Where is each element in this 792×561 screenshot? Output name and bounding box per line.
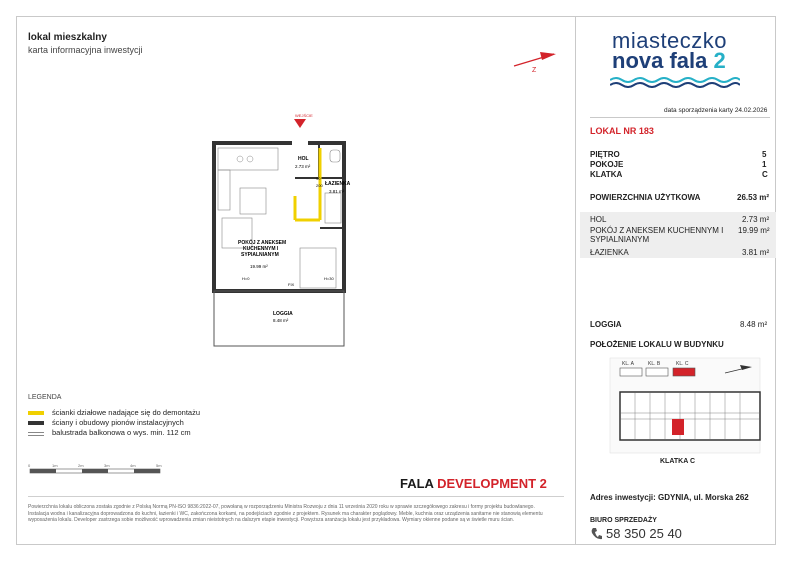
floor-plan bbox=[180, 108, 380, 353]
room-value-hol: 2.73 m² bbox=[742, 215, 770, 224]
sales-label: BIURO SPRZEDAŻY bbox=[590, 517, 657, 524]
svg-text:4m: 4m bbox=[130, 463, 136, 468]
plan-lazienka-label: ŁAZIENKA bbox=[325, 181, 351, 187]
plan-h0-label: H=0 bbox=[242, 276, 250, 281]
legend-item-walls bbox=[28, 418, 184, 427]
kl-c-label: KL. C bbox=[676, 361, 689, 367]
divider bbox=[590, 117, 770, 118]
plan-loggia-area: 8.48 m² bbox=[273, 318, 289, 323]
legend-swatch-balustrade bbox=[28, 432, 44, 436]
legend-swatch-dark bbox=[28, 421, 44, 425]
svg-text:5m: 5m bbox=[156, 463, 162, 468]
entrance-label: WEJŚCIE bbox=[295, 113, 313, 118]
area-label: POWIERZCHNIA UŻYTKOWA bbox=[590, 193, 701, 202]
plan-dim-200: 200 bbox=[316, 183, 323, 188]
loggia-label: LOGGIA bbox=[590, 320, 622, 329]
entrance-arrow-icon bbox=[294, 119, 306, 128]
plan-loggia-label: LOGGIA bbox=[273, 311, 293, 317]
plan-hol-label: HOL bbox=[298, 156, 309, 162]
plan-h30-label: H=30 bbox=[324, 276, 334, 281]
logo-line1: miasteczko bbox=[612, 28, 728, 53]
plan-pokoj-area: 19.99 m² bbox=[250, 264, 268, 269]
lokal-title: LOKAL NR 183 bbox=[590, 126, 654, 136]
disclaimer: Powierzchnia lokalu obliczona została zgodnie z Polską Normą PN-ISO 9836:2022-07, powołaną w rozporządzeniu Ministra Rozwoju z dnia 11 września 2020 roku w sprawie szczegółowego zakresu i formy projektu budowlanego. Instalacja wodna i kanalizacyjna doprowadzona do kuchni, łazienki i WC, zakończona korkami, na podejściach zgodnie z projektem. Rysunek ma charakter poglądowy. Meble, kuchnia oraz urządzenia sanitarne nie stanowią elementu wyposażenia lokalu. Developer zastrzega sobie możliwość wprowadzenia zmian nieistotnych na dalszym etapie inwestycji. Powyższa aranżacja lokalu jest przykładowa. Wymiary okienne podane są w świetle muru ścian. bbox=[28, 504, 543, 523]
info-key-floor: PIĘTRO bbox=[590, 150, 620, 159]
room-name-hol: HOL bbox=[590, 215, 607, 224]
building-location-plan bbox=[600, 355, 770, 455]
plan-pokoj-label3: SYPIALNIANYM bbox=[241, 252, 279, 258]
legend-item-balustrade bbox=[28, 428, 191, 437]
room-name-pokoj: POKÓJ Z ANEKSEM KUCHENNYM I SYPIALNIANYM bbox=[590, 226, 724, 244]
brand-part2: DEVELOPMENT 2 bbox=[437, 476, 547, 491]
legend-item-demountable bbox=[28, 408, 200, 417]
room-value-lazienka: 3.81 m² bbox=[742, 248, 770, 257]
svg-text:2m: 2m bbox=[78, 463, 84, 468]
compass-label: Z bbox=[532, 67, 537, 74]
legend-text-balustrade: balustrada balkonowa o wys. min. 112 cm bbox=[52, 428, 191, 437]
waves-icon bbox=[610, 76, 740, 88]
sales-phone[interactable]: 58 350 25 40 bbox=[606, 526, 682, 541]
logo-name: nova fala bbox=[612, 48, 708, 73]
kl-a-label: KL. A bbox=[622, 361, 634, 367]
logo-number: 2 bbox=[713, 48, 726, 73]
page-divider bbox=[575, 16, 576, 545]
svg-text:0: 0 bbox=[28, 463, 31, 468]
area-value: 26.53 m² bbox=[737, 193, 770, 202]
date-text: data sporządzenia karty 24.02.2026 bbox=[664, 107, 768, 114]
info-key-rooms: POKOJE bbox=[590, 160, 624, 169]
footer-divider bbox=[28, 496, 564, 497]
logo-line2 bbox=[612, 48, 726, 74]
compass-icon bbox=[510, 48, 560, 74]
plan-pokoj-label1: POKÓJ Z ANEKSEM bbox=[238, 240, 287, 246]
info-val-floor: 5 bbox=[762, 150, 767, 159]
legend-text-demountable: ścianki działowe nadające się do demontażu bbox=[52, 408, 201, 417]
info-key-stair: KLATKA bbox=[590, 170, 623, 179]
plan-dim-90: 90 bbox=[316, 176, 321, 181]
legend-text-walls: ściany i obudowy pionów instalacyjnych bbox=[52, 418, 184, 427]
brand bbox=[400, 476, 547, 491]
svg-text:1m: 1m bbox=[52, 463, 58, 468]
svg-text:3m: 3m bbox=[104, 463, 110, 468]
legend-swatch-yellow bbox=[28, 411, 44, 415]
plan-hol-area: 2.73 m² bbox=[295, 164, 311, 169]
address: Adres inwestycji: GDYNIA, ul. Morska 262 bbox=[590, 493, 749, 502]
location-caption: KLATKA C bbox=[660, 458, 695, 465]
loggia-value: 8.48 m² bbox=[740, 320, 768, 329]
room-value-pokoj: 19.99 m² bbox=[738, 226, 770, 235]
kl-b-label: KL. B bbox=[648, 361, 661, 367]
plan-lazienka-area: 3.81 m² bbox=[329, 189, 345, 194]
legend-title: LEGENDA bbox=[28, 394, 62, 401]
location-label: POŁOŻENIE LOKALU W BUDYNKU bbox=[590, 340, 724, 349]
info-val-stair: C bbox=[762, 170, 768, 179]
phone-icon bbox=[590, 527, 602, 541]
scale-bar bbox=[28, 461, 178, 477]
info-val-rooms: 1 bbox=[762, 160, 767, 169]
brand-part1: FALA bbox=[400, 476, 438, 491]
room-name-lazienka: ŁAZIENKA bbox=[590, 248, 629, 257]
plan-fix-label: FIX bbox=[288, 282, 295, 287]
header-title: lokal mieszkalny bbox=[28, 32, 107, 43]
header-subtitle: karta informacyjna inwestycji bbox=[28, 45, 143, 55]
plan-pokoj-label2: KUCHENNYM I bbox=[243, 246, 279, 252]
